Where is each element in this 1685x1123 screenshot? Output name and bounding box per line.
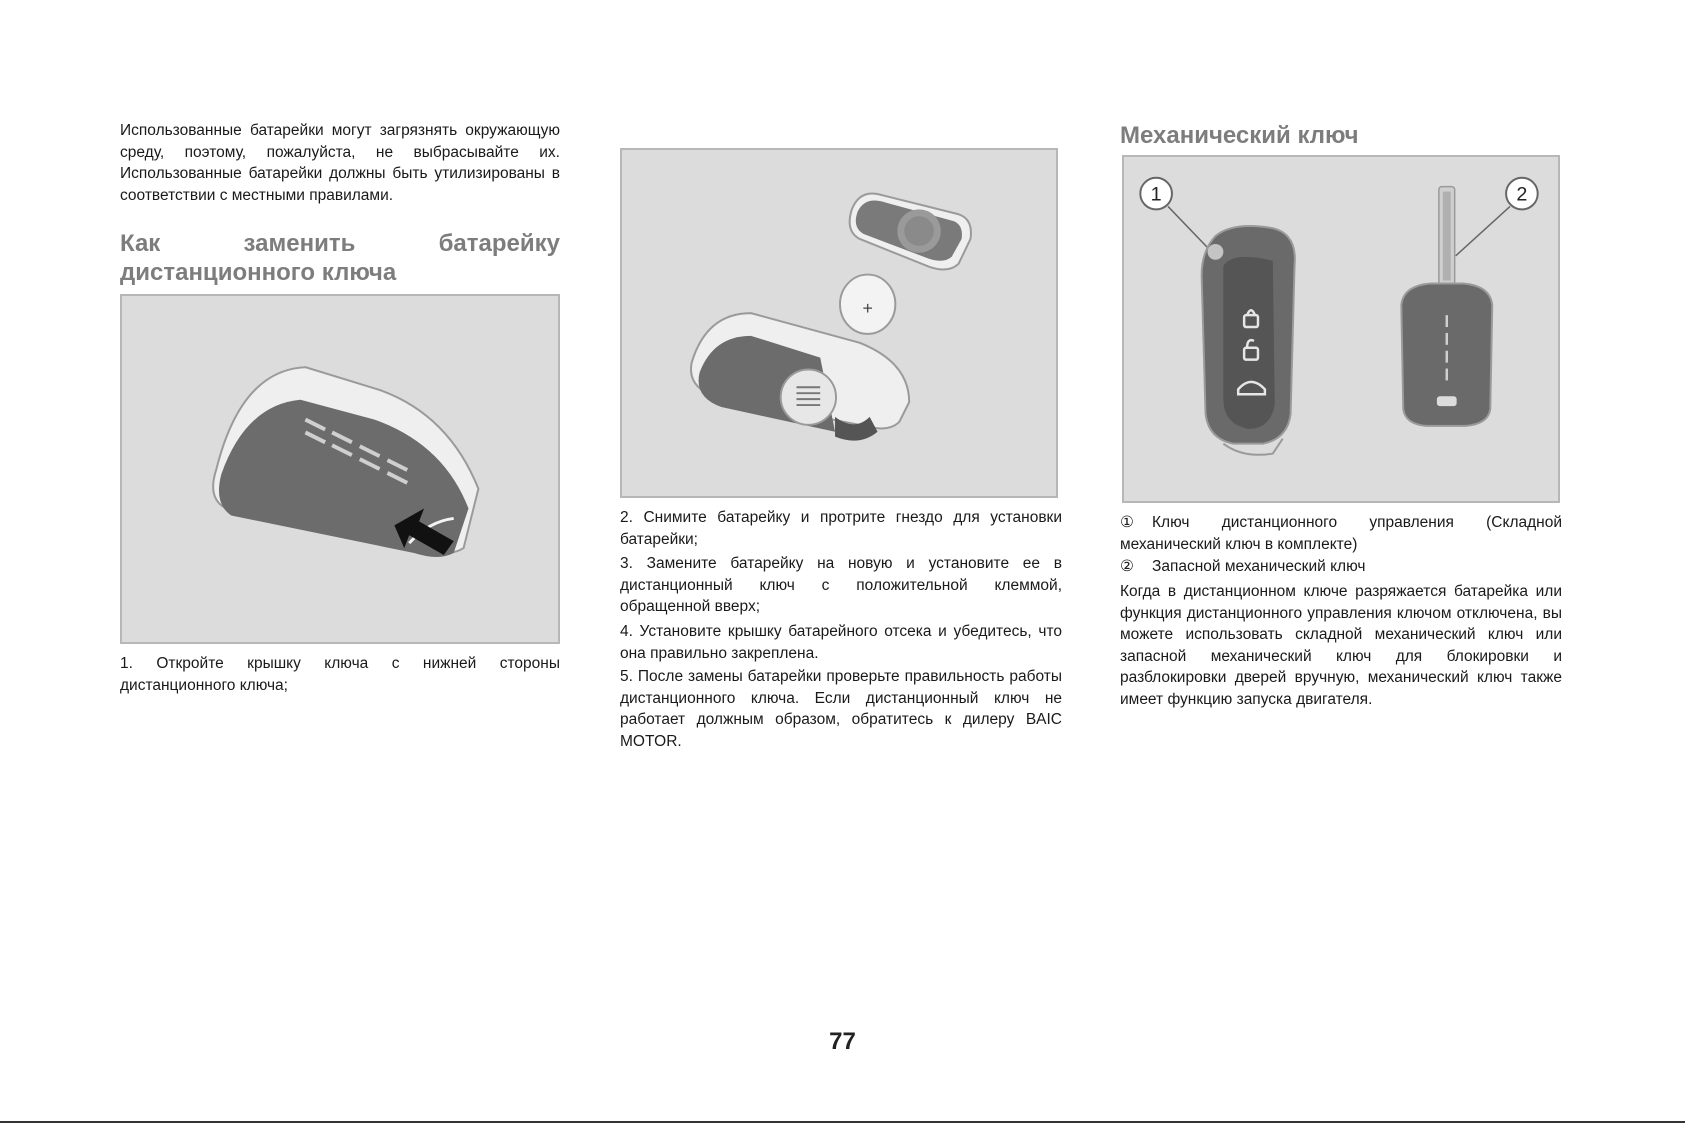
legend-text-1: Ключ дистанционного управления (Складной механический ключ в комплекте) xyxy=(1120,514,1562,553)
mechanical-keys-illustration xyxy=(1124,157,1558,501)
step-3-text: 3. Замените батарейку на новую и установите ее в дистанционный ключ с положительной клеммой, обращенной вверх; xyxy=(620,555,1062,615)
legend-marker-2: ② xyxy=(1120,558,1134,575)
battery-replacement-illustration xyxy=(622,150,1056,496)
callout-1: 1 xyxy=(1150,183,1162,206)
step-4-text: 4. Установите крышку батарейного отсека и убедитесь, что она правильно закреплена. xyxy=(620,623,1062,662)
step-5-text: 5. После замены батарейки проверьте правильность работы дистанционного ключа. Если дистанционный ключ не работает должным образом, обратитесь к дилеру BAIC MOTOR. xyxy=(620,668,1062,750)
figure-remove-battery xyxy=(620,148,1058,498)
coin-battery-icon xyxy=(840,275,895,334)
legend-text-2: Запасной механический ключ xyxy=(1152,558,1366,575)
section-heading-mechanical-key: Механический ключ xyxy=(1120,122,1359,149)
mechanical-key-description: Когда в дистанционном ключе разряжается батарейка или функция дистанционного управления ключом отключена, вы можете использовать складной механический ключ или запасной механический ключ для блокировки и разблокировки дверей вручную, механический ключ также имеет функцию запуска двигателя. xyxy=(1120,583,1562,708)
callout-2: 2 xyxy=(1516,183,1528,206)
step-2-text: 2. Снимите батарейку и протрите гнездо для установки батарейки; xyxy=(620,509,1062,548)
legend-marker-1: ① xyxy=(1120,514,1134,531)
remote-key-bottom-illustration xyxy=(122,296,558,642)
section-heading-replace-battery-line2: дистанционного ключа xyxy=(120,259,397,286)
battery-plus-sign: + xyxy=(862,298,873,319)
legend-item-1 xyxy=(1120,512,1562,555)
figure-open-key-cover xyxy=(120,294,560,644)
step-1-text: 1. Откройте крышку ключа с нижней стороны дистанционного ключа; xyxy=(120,655,560,694)
page-number: 77 xyxy=(829,1028,856,1055)
section-heading-replace-battery-line1: Как заменить батарейку xyxy=(120,230,560,257)
battery-disposal-note: Использованные батарейки могут загрязнять окружающую среду, поэтому, пожалуйста, не выбрасывайте их. Использованные батарейки должны быть утилизированы в соответствии с местными правилами. xyxy=(120,122,560,204)
figure-mechanical-keys xyxy=(1122,155,1560,503)
legend-item-2 xyxy=(1120,556,1562,578)
